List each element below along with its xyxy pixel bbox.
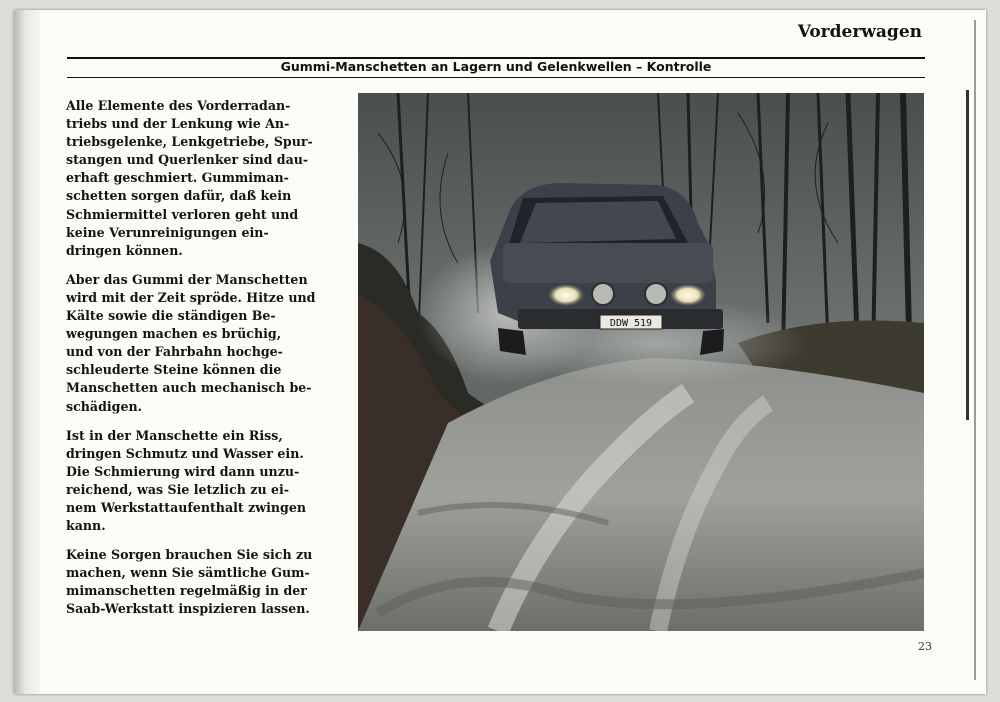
heading-rule-bottom <box>67 77 925 78</box>
body-text-column <box>66 97 348 630</box>
paragraph-4: Keine Sorgen brauchen Sie sich zu machen, wenn Sie sämtliche Gum- mimanschetten regelmäßig in der Saab-Werkstatt inspizieren lassen. <box>66 547 313 617</box>
rally-car-photo <box>358 93 924 631</box>
page-edge-mark <box>966 90 969 420</box>
section-title: Vorderwagen <box>797 22 922 42</box>
page-edge-line <box>974 20 976 680</box>
license-plate: DDW 519 <box>609 318 653 329</box>
page-number: 23 <box>918 640 932 653</box>
subheading: Gummi-Manschetten an Lagern und Gelenkwellen – Kontrolle <box>280 59 712 74</box>
paragraph-2: Aber das Gummi der Manschetten wird mit der Zeit spröde. Hitze und Kälte sowie die ständigen Be- wegungen machen es brüchig, und von der Fahrbahn hochge- schleuderte Steine können die Manschetten auch mechanisch be- schädigen. <box>66 271 316 414</box>
page-spine <box>14 10 40 694</box>
paragraph-3: Ist in der Manschette ein Riss, dringen Schmutz und Wasser ein. Die Schmierung wird dann unzu- reichend, was Sie letzlich zu ei- nem Werkstattaufenthalt zwingen kann. <box>66 427 307 534</box>
paragraph-1: Alle Elemente des Vorderradan- triebs und der Lenkung wie An- triebsgelenke, Lenkgetriebe, Spur- stangen und Querlenker sind dau- erhaft geschmiert. Gummiman- schetten sorgen dafür, daß kein Schmiermittel verloren geht und keine Verunreinigungen ein- dringen können. <box>66 98 313 258</box>
